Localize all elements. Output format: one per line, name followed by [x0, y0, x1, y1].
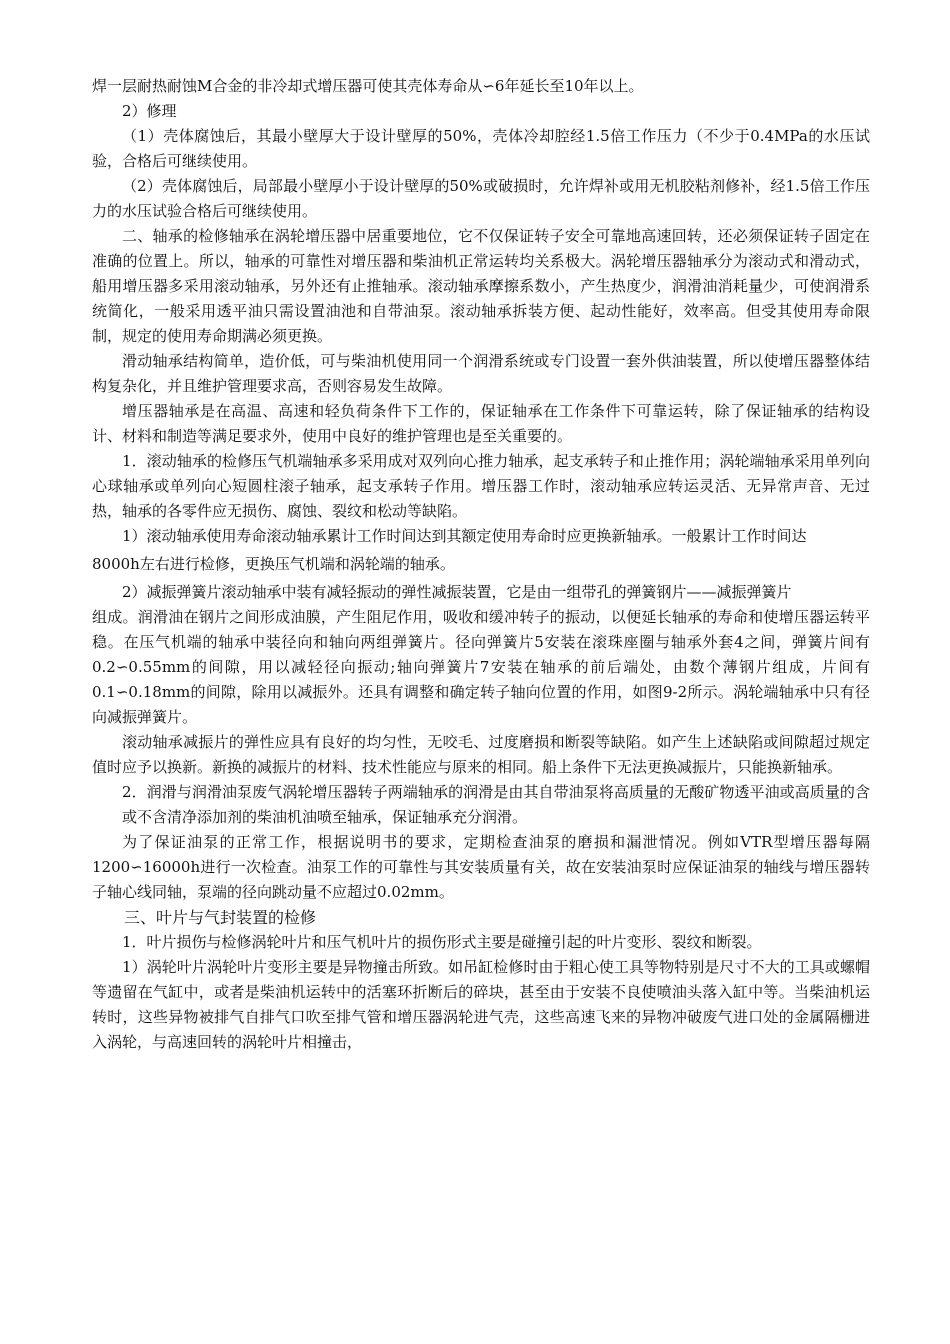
paragraph: 1．叶片损伤与检修涡轮叶片和压气机叶片的损伤形式主要是碰撞引起的叶片变形、裂纹和断裂。: [122, 933, 762, 951]
paragraph: 增压器轴承是在高温、高速和轻负荷条件下工作的，保证轴承在工作条件下可靠运转，除了保证轴承的结构设计、材料和制造等满足要求外，使用中良好的维护管理也是至关重要的。: [92, 402, 870, 445]
paragraph: 为了保证油泵的正常工作，根据说明书的要求，定期检查油泵的磨损和漏泄情况。例如VTR型增压器每隔1200∽16000h进行一次检查。油泵工作的可靠性与其安装质量有关，故在安装油泵时应保证油泵的轴线与增压器转子轴心线同轴，泵端的径向跳动量不应超过0.02mm。: [92, 833, 870, 901]
paragraph: 焊一层耐热耐蚀M合金的非冷却式增压器可使其壳体寿命从∽6年延长至10年以上。: [92, 77, 644, 95]
paragraph: 2．润滑与润滑油泵废气涡轮增压器转子两端轴承的润滑是由其自带油泵将高质量的无酸矿物透平油或高质量的含或不含清净添加剂的柴油机油喷至轴承，保证轴承充分润滑。: [122, 783, 870, 826]
subsection-heading: 2）修理: [122, 102, 177, 120]
section-heading: 三、叶片与气封装置的检修: [124, 908, 317, 927]
paragraph: （1）壳体腐蚀后，其最小壁厚大于设计壁厚的50%，壳体冷却腔经1.5倍工作压力（不少于0.4MPa的水压试验，合格后可继续使用。: [92, 127, 870, 170]
section-paragraph: 二、轴承的检修轴承在涡轮增压器中居重要地位，它不仅保证转子安全可靠地高速回转，还必须保证转子固定在准确的位置上。所以，轴承的可靠性对增压器和柴油机正常运转均关系极大。涡轮增压器轴承分为滚动式和滑动式，船用增压器多采用滚动轴承，另外还有止推轴承。滚动轴承摩擦系数小，产生热度少，润滑油消耗量少，可使润滑系统简化，一般采用透平油只需设置油池和自带油泵。滚动轴承拆装方便、起动性能好，效率高。但受其使用寿命限制，规定的使用寿命期满必须更换。: [92, 227, 870, 345]
paragraph: 1）涡轮叶片涡轮叶片变形主要是异物撞击所致。如吊缸检修时由于粗心使工具等物特别是尺寸不大的工具或螺帽等遗留在气缸中，或者是柴油机运转中的活塞环折断后的碎块，甚至由于安装不良使喷油头落入缸中等。当柴油机运转时，这些异物被排气自排气口吹至排气管和增压器涡轮进气壳，这些高速飞来的异物冲破废气进口处的金属隔栅进入涡轮，与高速回转的涡轮叶片相撞击，: [92, 958, 870, 1051]
paragraph: 滚动轴承减振片的弹性应具有良好的均匀性，无咬毛、过度磨损和断裂等缺陷。如产生上述缺陷或间隙超过规定值时应予以换新。新换的减振片的材料、技术性能应与原来的相同。船上条件下无法更换减振片，只能换新轴承。: [92, 733, 870, 776]
paragraph: 1）滚动轴承使用寿命滚动轴承累计工作时间达到其额定使用寿命时应更换新轴承。一般累计工作时间达: [122, 527, 807, 545]
paragraph: 2）减振弹簧片滚动轴承中装有减轻振动的弹性减振装置，它是由一组带孔的弹簧钢片——减振弹簧片: [122, 583, 792, 601]
paragraph: 8000h左右进行检修，更换压气机端和涡轮端的轴承。: [92, 555, 455, 573]
paragraph: 1．滚动轴承的检修压气机端轴承多采用成对双列向心推力轴承，起支承转子和止推作用；涡轮端轴承采用单列向心球轴承或单列向心短圆柱滚子轴承，起支承转子作用。增压器工作时，滚动轴承应转运灵活、无异常声音、无过热，轴承的各零件应无损伤、腐蚀、裂纹和松动等缺陷。: [92, 452, 870, 520]
paragraph: 组成。润滑油在钢片之间形成油膜，产生阻尼作用，吸收和缓冲转子的振动，以便延长轴承的寿命和使增压器运转平稳。在压气机端的轴承中装径向和轴向两组弹簧片。径向弹簧片5安装在滚珠座圈与轴承外套4之间，弹簧片间有0.2∽0.55mm的间隙，用以减轻径向振动;轴向弹簧片7安装在轴承的前后端处，由数个薄钢片组成，片间有0.1∽0.18mm的间隙，除用以减振外。还具有调整和确定转子轴向位置的作用，如图9-2所示。涡轮端轴承中只有径向减振弹簧片。: [92, 608, 870, 726]
paragraph: 滑动轴承结构简单，造价低，可与柴油机使用同一个润滑系统或专门设置一套外供油装置，所以使增压器整体结构复杂化，并且维护管理要求高，否则容易发生故障。: [92, 352, 870, 395]
paragraph: （2）壳体腐蚀后，局部最小壁厚小于设计壁厚的50%或破损时，允许焊补或用无机胶粘剂修补，经1.5倍工作压力的水压试验合格后可继续使用。: [92, 177, 870, 220]
